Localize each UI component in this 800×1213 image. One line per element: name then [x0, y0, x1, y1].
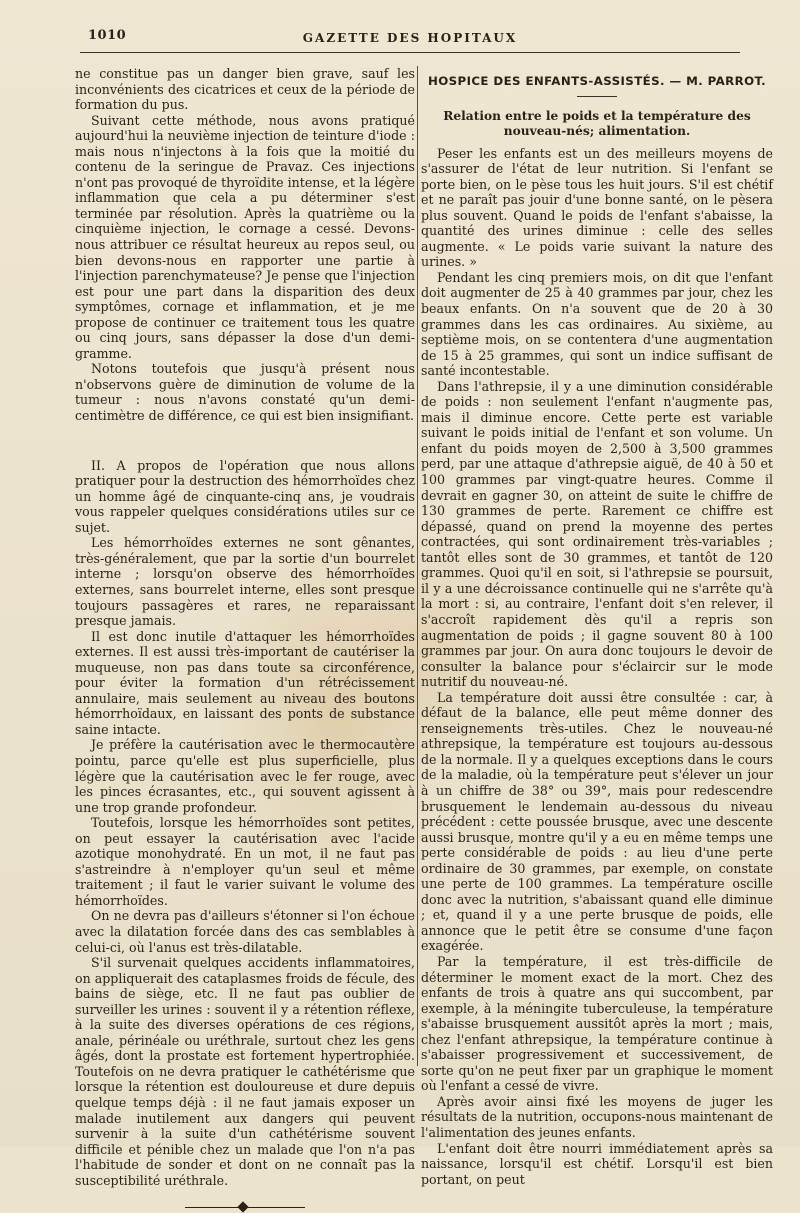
section-title: HOSPICE DES ENFANTS-ASSISTÉS. — M. PARROT. — [427, 74, 767, 88]
paragraph: Dans l'athrepsie, il y a une diminution considérable de poids : non seulement l'enfant n'augmente pas, mais il diminue encore. Cette perte est variable suivant le poids initial de l'enfant et son volume. Un enfant du poids moyen de 2,500 à 3,500 grammes perd, par une attaque d'athrepsie aiguë, de 40 à 50 et 100 grammes par vingt-quatre heures. Comme il devrait en gagner 30, on atteint de suite le chiffre de 130 grammes de perte. Rarement ce chiffre est dépassé, quand on prend la moyenne des pertes contractées, qui sont ordinairement très-variables ; tantôt elles sont de 30 grammes, et tantôt de 120 grammes. Quoi qu'il en soit, si l'athrepsie se poursuit, il y a une décroissance continuelle qui ne s'arrête qu'à la mort : si, au contraire, l'enfant doit s'en relever, il s'accroît rapidement dès qu'il a repris son augmentation de poids ; il gagne souvent 80 à 100 grammes par jour. On aura donc toujours le devoir de consulter la balance pour s'éclaircir sur le mode nutritif du nouveau-né. — [421, 378, 773, 690]
paragraph: Pendant les cinq premiers mois, on dit que l'enfant doit augmenter de 25 à 40 grammes par jour, chez les beaux enfants. On n'a souvent que de 20 à 30 grammes dans les cas ordinaires. Au sixième, au septième mois, on se contentera d'une augmentation de 15 à 25 grammes, qui sont un indice suffisant de santé incontestable. — [421, 269, 773, 379]
left-column — [75, 66, 415, 1212]
paragraph: La température doit aussi être consultée : car, à défaut de la balance, elle peut même donner des renseignements très-utiles. Chez le nouveau-né athrepsique, la température est toujours au-dessous de la normale. Il y a quelques exceptions dans le cours de la maladie, où la température peut s'élever un jour à un chiffre de 38° ou 39°, mais pour redescendre brusquement le lendemain au-dessous du niveau précédent : cette poussée brusque, avec une descente aussi brusque, montre qu'il y a eu en même temps une perte considérable de poids : au lieu d'une perte ordinaire de 30 grammes, par exemple, on constate une perte de 100 grammes. La température oscille donc avec la nutrition, s'abaissant quand elle diminue ; et, quand il y a une perte brusque de poids, elle annonce que le petit être se consume d'une façon exagérée. — [421, 689, 773, 954]
article-title: Relation entre le poids et la température des nouveau-nés; alimentation. — [443, 108, 751, 138]
paragraph: Notons toutefois que jusqu'à présent nous n'observons guère de diminution de volume de la tumeur : nous n'avons constaté qu'un demi-centimètre de différence, ce qui est bien insignifiant. — [75, 361, 415, 424]
paragraph: Il est donc inutile d'attaquer les hémorrhoïdes externes. Il est aussi très-important de cautériser la muqueuse, non pas dans toute sa circonférence, pour éviter la formation d'un rétrécissement annulaire, mais seulement au niveau des boutons hémorrhoïdaux, en laissant des ponts de substance saine intacte. — [75, 628, 415, 737]
paragraph: S'il survenait quelques accidents inflammatoires, on appliquerait des cataplasmes froids de fécule, des bains de siège, etc. Il ne faut pas oublier de surveiller les urines : souvent il y a rétention réflexe, à la suite des diverses opérations de ces régions, anale, périnéale ou uréthrale, surtout chez les gens âgés, dont la prostate est fortement hypertrophiée. Toutefois on ne devra pratiquer le cathétérisme que lorsque la rétention est douloureuse et dure depuis quelque temps déjà : il ne faut jamais exposer un malade inutilement aux dangers qui peuvent survenir à la suite d'un cathétérisme souvent difficile et pénible chez un malade que l'on n'a pas l'habitude de sonder et dont on ne connaît pas la susceptibilité uréthrale. — [75, 955, 415, 1188]
right-column — [421, 66, 773, 1187]
page-number: 1010 — [88, 28, 127, 43]
paragraph: Les hémorrhoïdes externes ne sont gênantes, très-généralement, que par la sortie d'un bourrelet interne ; lorsqu'on observe des hémorrhoïdes externes, sans bourrelet interne, elles sont presque toujours passagères et rares, ne reparaissant presque jamais. — [75, 535, 415, 629]
section-gap — [75, 424, 415, 458]
journal-title: GAZETTE DES HOPITAUX — [302, 31, 518, 45]
paragraph: Je préfère la cautérisation avec le thermocautère pointu, parce qu'elle est plus superficielle, plus légère que la cautérisation avec le fer rouge, avec les pinces écrasantes, etc., qui souvent agissent à une trop grande profondeur. — [75, 737, 415, 815]
diamond-icon — [237, 1202, 248, 1213]
page-header — [80, 22, 740, 53]
paragraph: ne constitue pas un danger bien grave, sauf les inconvénients des cicatrices et ceux de la période de formation du pus. — [75, 66, 415, 113]
paragraph: L'enfant doit être nourri immédiatement après sa naissance, lorsqu'il est chétif. Lorsqu'il est bien portant, on peut — [421, 1140, 773, 1187]
paragraph: Peser les enfants est un des meilleurs moyens de s'assurer de l'état de leur nutrition. Si l'enfant se porte bien, on le pèse tous les huit jours. S'il est chétif et ne paraît pas jouir d'une bonne santé, on le pèsera plus souvent. Quand le poids de l'enfant s'abaisse, la quantité des urines diminue : celle des selles augmente. « Le poids varie suivant la nature des urines. » — [421, 145, 773, 270]
end-ornament — [185, 1204, 305, 1212]
paragraph: Par la température, il est très-difficile de déterminer le moment exact de la mort. Chez des enfants de trois à quatre ans qui succombent, par exemple, à la méningite tuberculeuse, la température s'abaisse brusquement aussitôt après la mort ; mais, chez l'enfant athrepsique, la température continue à s'abaisser progressivement et successivement, de sorte qu'on ne peut fixer par un graphique le moment où l'enfant a cessé de vivre. — [421, 953, 773, 1094]
title-rule — [577, 96, 617, 97]
paragraph: Après avoir ainsi fixé les moyens de juger les résultats de la nutrition, occupons-nous maintenant de l'alimentation des jeunes enfants. — [421, 1093, 773, 1140]
paragraph: Toutefois, lorsque les hémorrhoïdes sont petites, on peut essayer la cautérisation avec l'acide azotique monohydraté. En un mot, il ne faut pas s'astreindre à n'employer qu'un seul et même traitement ; il faut le varier suivant le volume des hémorrhoïdes. — [75, 815, 415, 908]
paragraph: On ne devra pas d'ailleurs s'étonner si l'on échoue avec la dilatation forcée dans des cas semblables à celui-ci, où l'anus est très-dilatable. — [75, 908, 415, 955]
paragraph: II. A propos de l'opération que nous allons pratiquer pour la destruction des hémorrhoïdes chez un homme âgé de cinquante-cinq ans, je voudrais vous rappeler quelques considérations utiles sur ce sujet. — [75, 457, 415, 535]
column-divider — [417, 66, 418, 1066]
paragraph: Suivant cette méthode, nous avons pratiqué aujourd'hui la neuvième injection de teinture d'iode : mais nous n'injectons à la fois que la moitié du contenu de la seringue de Pravaz. Ces injections n'ont pas provoqué de thyroïdite intense, et la légère inflammation que cela a pu déterminer s'est terminée par résolution. Après la quatrième ou la cinquième injection, le cornage a cessé. Devons-nous attribuer ce résultat heureux au repos seul, ou bien devons-nous en rapporter une partie à l'injection parenchymateuse? Je pense que l'injection est pour une part dans la disparition des deux symptômes, cornage et inflammation, et je me propose de continuer ce traitement tous les quatre ou cinq jours, sans dépasser la dose d'un demi-gramme. — [75, 112, 415, 361]
